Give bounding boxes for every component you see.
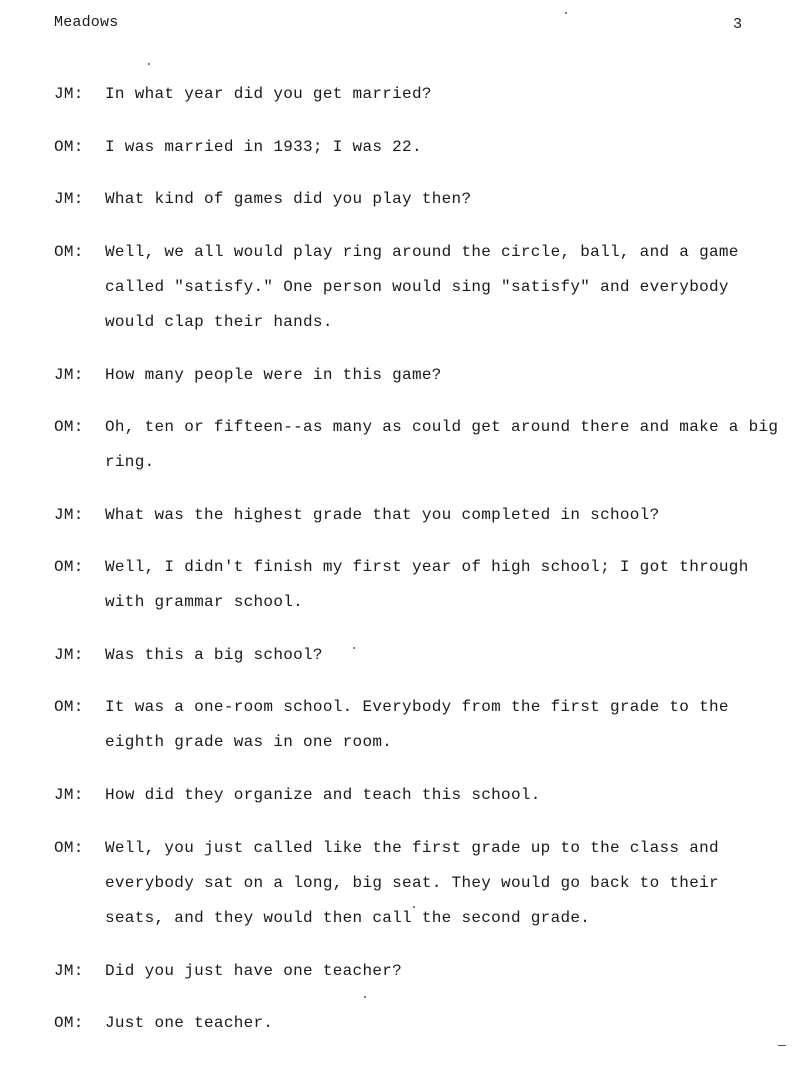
dialogue-text: Well, you just called like the first grade up to the class and everybody sat on a long, big seat. They would go back to their seats, and they would then call the second grade.: [105, 839, 719, 927]
scan-speck: [364, 996, 366, 998]
dialogue-turn: [54, 77, 784, 112]
dialogue-turn: [54, 1006, 784, 1041]
dialogue-turn: [54, 690, 784, 760]
dialogue-turn: [54, 831, 784, 936]
scan-speck: [148, 63, 150, 65]
dialogue-text: Just one teacher.: [105, 1014, 274, 1032]
dialogue-turn: [54, 498, 784, 533]
speaker-label: JM:: [54, 506, 84, 524]
speaker-label: OM:: [54, 418, 84, 436]
dialogue-turn: [54, 550, 784, 620]
speaker-label: JM:: [54, 786, 84, 804]
dialogue-text: Did you just have one teacher?: [105, 962, 403, 980]
speaker-label: OM:: [54, 698, 84, 716]
scan-speck: [353, 647, 355, 649]
dialogue-text: In what year did you get married?: [105, 85, 432, 103]
dialogue-turn: [54, 358, 784, 393]
speaker-label: OM:: [54, 138, 84, 156]
dialogue-text: I was married in 1933; I was 22.: [105, 138, 422, 156]
dialogue-text: What kind of games did you play then?: [105, 190, 472, 208]
dialogue-text: Well, I didn't finish my first year of high school; I got through with grammar school.: [105, 558, 749, 611]
dialogue-text: How many people were in this game?: [105, 366, 442, 384]
dialogue-text: What was the highest grade that you completed in school?: [105, 506, 660, 524]
dialogue-text: How did they organize and teach this school.: [105, 786, 541, 804]
speaker-label: JM:: [54, 366, 84, 384]
speaker-label: OM:: [54, 1014, 84, 1032]
interviewee-name: Meadows: [54, 14, 119, 31]
dialogue-turn: [54, 638, 784, 673]
dialogue-text: It was a one-room school. Everybody from the first grade to the eighth grade was in one room.: [105, 698, 729, 751]
speaker-label: JM:: [54, 85, 84, 103]
dialogue-turn: [54, 182, 784, 217]
speaker-label: OM:: [54, 558, 84, 576]
page-number: 3: [733, 16, 743, 33]
dialogue-turn: [54, 410, 784, 480]
speaker-label: JM:: [54, 646, 84, 664]
speaker-label: OM:: [54, 243, 84, 261]
speaker-label: JM:: [54, 962, 84, 980]
dialogue-turn: [54, 778, 784, 813]
speaker-label: OM:: [54, 839, 84, 857]
scan-speck: [565, 12, 567, 14]
speaker-label: JM:: [54, 190, 84, 208]
dialogue-text: Well, we all would play ring around the circle, ball, and a game called "satisfy." One person would sing "satisfy" and everybody would clap their hands.: [105, 243, 739, 331]
dialogue-turn: [54, 954, 784, 989]
dialogue-turn: [54, 235, 784, 340]
dialogue-turn: [54, 130, 784, 165]
dialogue-text: Was this a big school?: [105, 646, 323, 664]
scan-speck: [413, 906, 415, 908]
dialogue-text: Oh, ten or fifteen--as many as could get around there and make a big ring.: [105, 418, 779, 471]
scan-speck: [778, 1045, 786, 1046]
